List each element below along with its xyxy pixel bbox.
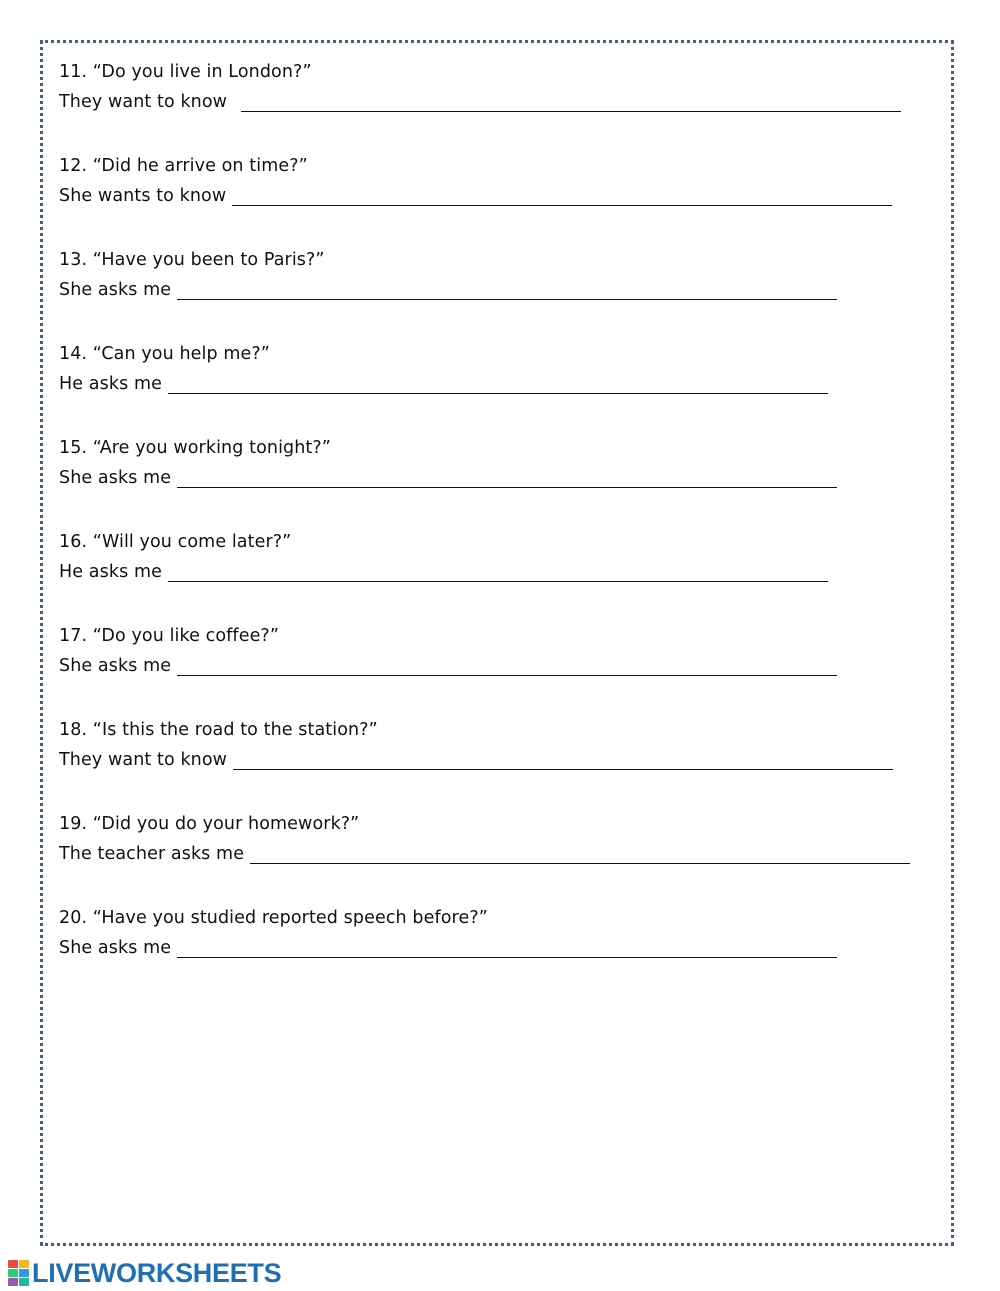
question-17 [59,626,837,676]
answer-blank[interactable] [168,565,828,582]
answer-input[interactable] [241,97,901,113]
answer-row [59,468,837,488]
question-prompt: 18. “Is this the road to the station?” [59,720,378,740]
answer-input[interactable] [232,191,892,207]
question-prompt: 17. “Do you like coffee?” [59,626,279,646]
answer-row [59,562,828,582]
question-18 [59,720,893,770]
answer-lead: She asks me [59,938,172,958]
liveworksheets-logo [8,1259,281,1287]
answer-lead: The teacher asks me [59,844,245,864]
question-prompt: 20. “Have you studied reported speech before?” [59,908,488,928]
answer-input[interactable] [168,379,828,395]
answer-row [59,844,910,864]
answer-lead: She wants to know [59,186,227,206]
question-13 [59,250,837,300]
answer-lead: They want to know [59,750,228,770]
answer-blank[interactable] [232,189,892,206]
question-16 [59,532,828,582]
answer-lead: They want to know [59,92,228,112]
question-19 [59,814,910,864]
answer-lead: He asks me [59,374,162,394]
answer-blank[interactable] [250,847,910,864]
logo-blocks-icon [8,1260,29,1286]
answer-blank[interactable] [177,471,837,488]
answer-row [59,280,837,300]
answer-input[interactable] [177,661,837,677]
answer-blank[interactable] [177,941,837,958]
question-20 [59,908,837,958]
answer-row [59,938,837,958]
logo-text: LIVEWORKSHEETS [32,1258,282,1288]
question-prompt: 15. “Are you working tonight?” [59,438,331,458]
answer-input[interactable] [177,285,837,301]
question-11 [59,62,901,112]
question-prompt: 11. “Do you live in London?” [59,62,312,82]
answer-blank[interactable] [168,377,828,394]
question-prompt: 12. “Did he arrive on time?” [59,156,308,176]
question-prompt: 16. “Will you come later?” [59,532,292,552]
question-prompt: 14. “Can you help me?” [59,344,270,364]
question-12 [59,156,892,206]
answer-blank[interactable] [177,659,837,676]
answer-row [59,374,828,394]
answer-lead: He asks me [59,562,162,582]
answer-input[interactable] [250,849,910,865]
question-prompt: 13. “Have you been to Paris?” [59,250,325,270]
question-prompt: 19. “Did you do your homework?” [59,814,360,834]
answer-row [59,656,837,676]
question-14 [59,344,828,394]
answer-row [59,750,893,770]
question-15 [59,438,837,488]
answer-row [59,186,892,206]
answer-input[interactable] [177,943,837,959]
answer-lead: She asks me [59,468,172,488]
answer-row [59,92,901,112]
answer-input[interactable] [168,567,828,583]
answer-input[interactable] [233,755,893,771]
answer-blank[interactable] [241,95,901,112]
answer-input[interactable] [177,473,837,489]
answer-lead: She asks me [59,280,172,300]
answer-blank[interactable] [233,753,893,770]
answer-blank[interactable] [177,283,837,300]
answer-lead: She asks me [59,656,172,676]
